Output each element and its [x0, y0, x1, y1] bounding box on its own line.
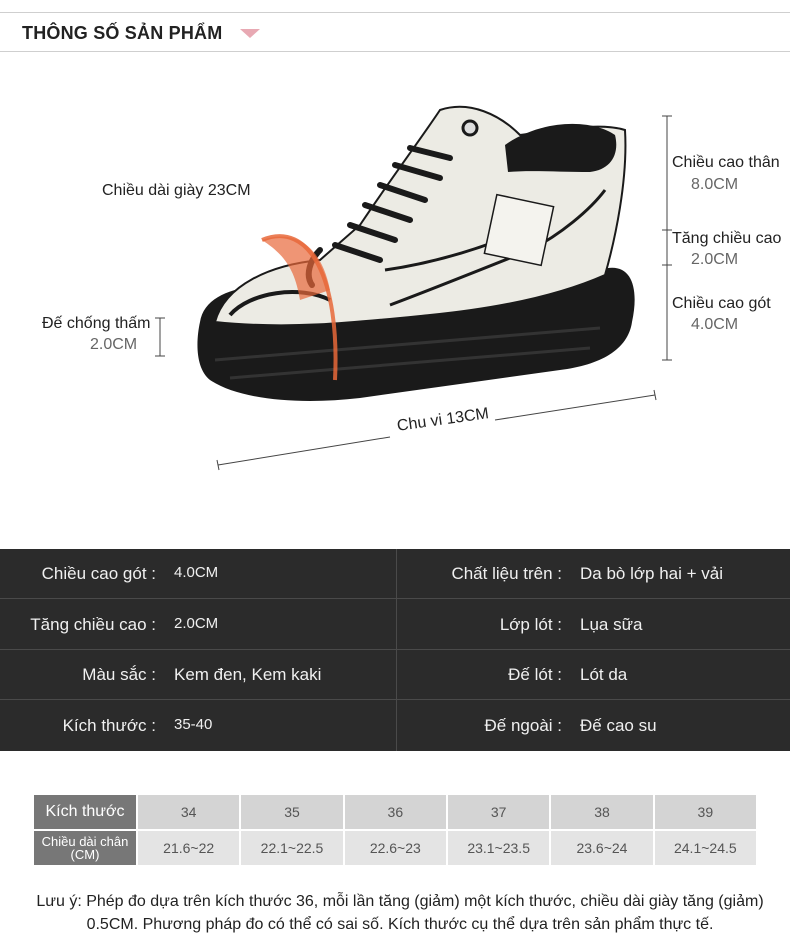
spec-label: Lớp lót :	[499, 615, 562, 634]
spec-label: Chất liệu trên :	[451, 564, 562, 583]
size-cell: 34	[137, 794, 240, 830]
length-header	[33, 830, 137, 866]
length-cell: 23.6~24	[550, 830, 653, 866]
size-header: Kích thước	[33, 794, 137, 830]
spec-label: Đế lót :	[508, 665, 562, 684]
shoe-diagram	[0, 60, 790, 540]
spec-label: Màu sắc :	[82, 665, 156, 684]
heel-height-value: 4.0CM	[691, 316, 739, 333]
size-cell: 38	[550, 794, 653, 830]
length-cell: 22.1~22.5	[240, 830, 343, 866]
size-row	[33, 794, 757, 830]
height-increase-value: 2.0CM	[691, 251, 739, 268]
shaft-height-label: Chiều cao thân	[672, 154, 780, 171]
spec-label: Đế ngoài :	[484, 716, 562, 735]
section-title: THÔNG SỐ SẢN PHẨM	[22, 23, 223, 43]
length-cell: 23.1~23.5	[447, 830, 550, 866]
spec-row	[0, 549, 790, 599]
spec-value: 35-40	[174, 716, 213, 733]
size-cell: 36	[344, 794, 447, 830]
shaft-height-value: 8.0CM	[691, 176, 739, 193]
spec-value: 2.0CM	[174, 615, 219, 632]
height-increase-label: Tăng chiều cao	[672, 230, 782, 247]
spec-label: Kích thước :	[62, 716, 156, 735]
size-cell: 39	[654, 794, 757, 830]
circumference-label: Chu vi 13CM	[396, 405, 490, 435]
length-cell: 24.1~24.5	[654, 830, 757, 866]
spec-value: Đế cao su	[580, 716, 657, 735]
spec-label: Tăng chiều cao :	[30, 615, 156, 634]
length-row	[33, 830, 757, 866]
length-header-line1: Chiều dài chân	[41, 834, 129, 849]
waterproof-sole-label: Đế chống thấm	[42, 315, 151, 332]
measurement-note: Lưu ý: Phép đo dựa trên kích thước 36, mỗi lần tăng (giảm) một kích thước, chiều dài giày tăng (giảm) 0.5CM. Phương pháp đo có thể có sai số. Kích thước cụ thể dựa trên sản phẩm thực tế.	[36, 893, 764, 933]
section-header	[0, 12, 790, 52]
spec-value: 4.0CM	[174, 564, 219, 581]
size-table	[32, 793, 758, 867]
size-cell: 37	[447, 794, 550, 830]
spec-value: Lụa sữa	[580, 615, 643, 634]
spec-row	[0, 701, 790, 751]
waterproof-sole-value: 2.0CM	[90, 336, 138, 353]
length-cell: 21.6~22	[137, 830, 240, 866]
spec-value: Lót da	[580, 665, 628, 684]
length-cell: 22.6~23	[344, 830, 447, 866]
triangle-down-icon	[240, 29, 260, 38]
spec-row	[0, 650, 790, 700]
spec-value: Kem đen, Kem kaki	[174, 665, 322, 684]
heel-height-label: Chiều cao gót	[672, 295, 771, 312]
length-header-line2: (CM)	[70, 847, 100, 862]
spec-label: Chiều cao gót :	[41, 564, 156, 583]
spec-row	[0, 600, 790, 650]
spec-table	[0, 549, 790, 751]
shoe-length-label: Chiều dài giày 23CM	[102, 182, 251, 199]
spec-value: Da bò lớp hai + vải	[580, 564, 723, 583]
size-cell: 35	[240, 794, 343, 830]
